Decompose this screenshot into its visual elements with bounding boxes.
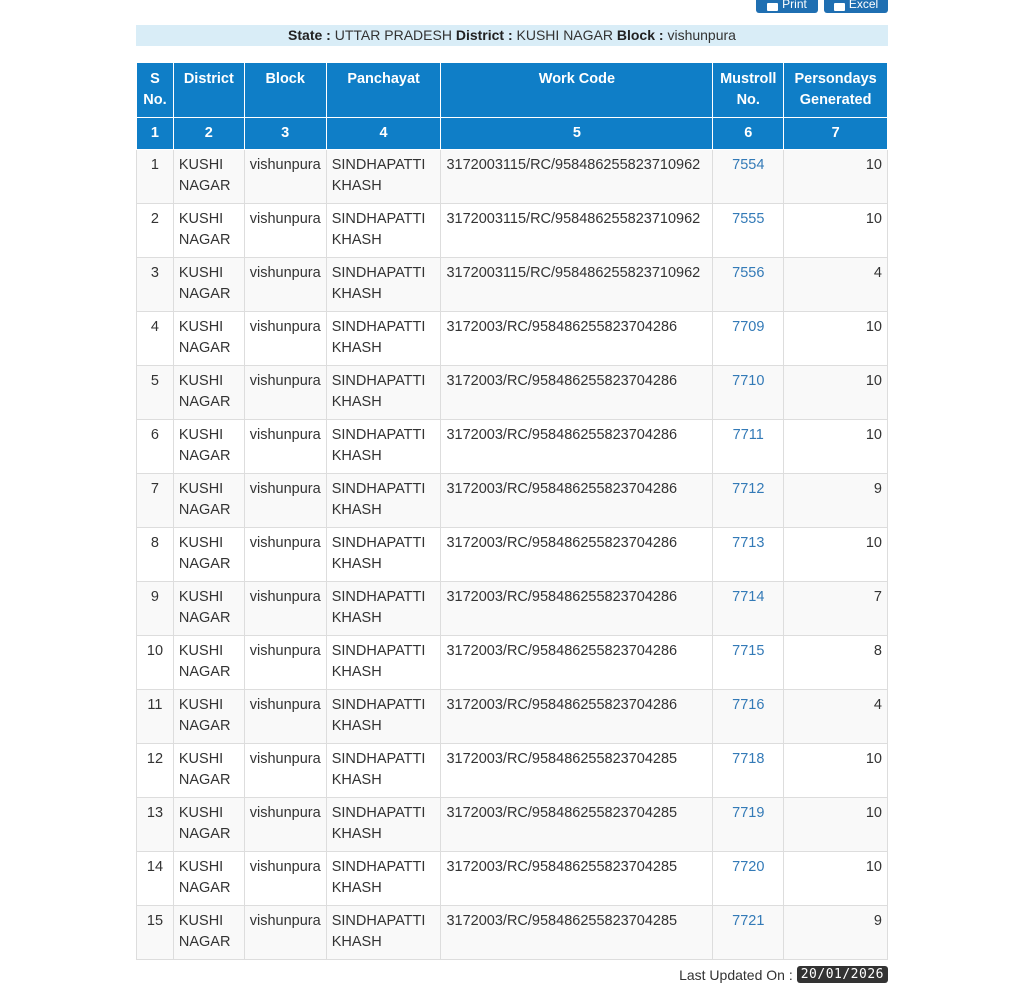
cell-work-code: 3172003/RC/958486255823704286	[441, 312, 713, 366]
cell-work-code: 3172003115/RC/958486255823710962	[441, 204, 713, 258]
cell-persondays: 10	[784, 312, 888, 366]
table-row	[137, 204, 888, 258]
cell-district: KUSHI NAGAR	[173, 852, 244, 906]
cell-persondays: 9	[784, 474, 888, 528]
cell-panchayat: SINDHAPATTI KHASH	[326, 744, 441, 798]
col-header-block: Block	[244, 63, 326, 118]
table-row	[137, 852, 888, 906]
cell-panchayat: SINDHAPATTI KHASH	[326, 204, 441, 258]
cell-panchayat: SINDHAPATTI KHASH	[326, 636, 441, 690]
district-value: KUSHI NAGAR	[516, 27, 613, 43]
cell-persondays: 9	[784, 906, 888, 960]
column-header-row	[137, 63, 888, 118]
location-header	[136, 25, 888, 46]
cell-mustroll	[713, 474, 784, 528]
mustroll-link[interactable]: 7712	[732, 481, 765, 497]
district-label: District :	[455, 27, 513, 43]
col-number: 4	[326, 118, 441, 150]
col-number: 6	[713, 118, 784, 150]
table-row	[137, 582, 888, 636]
table-row	[137, 312, 888, 366]
table-row	[137, 690, 888, 744]
cell-mustroll	[713, 744, 784, 798]
cell-work-code: 3172003/RC/958486255823704285	[441, 906, 713, 960]
mustroll-link[interactable]: 7554	[732, 157, 765, 173]
cell-sno: 6	[137, 420, 174, 474]
cell-work-code: 3172003/RC/958486255823704285	[441, 798, 713, 852]
cell-panchayat: SINDHAPATTI KHASH	[326, 420, 441, 474]
cell-sno: 4	[137, 312, 174, 366]
cell-mustroll	[713, 798, 784, 852]
cell-sno: 2	[137, 204, 174, 258]
cell-mustroll	[713, 690, 784, 744]
cell-persondays: 10	[784, 852, 888, 906]
cell-mustroll	[713, 150, 784, 204]
cell-panchayat: SINDHAPATTI KHASH	[326, 312, 441, 366]
mustroll-link[interactable]: 7713	[732, 535, 765, 551]
last-updated-date: 20/01/2026	[797, 966, 888, 983]
cell-mustroll	[713, 852, 784, 906]
cell-block: vishunpura	[244, 690, 326, 744]
col-header-persondays: Persondays Generated	[784, 63, 888, 118]
col-number: 2	[173, 118, 244, 150]
cell-sno: 11	[137, 690, 174, 744]
cell-sno: 13	[137, 798, 174, 852]
cell-sno: 14	[137, 852, 174, 906]
mustroll-link[interactable]: 7716	[732, 697, 765, 713]
cell-persondays: 10	[784, 528, 888, 582]
print-label: Print	[782, 0, 807, 11]
cell-district: KUSHI NAGAR	[173, 366, 244, 420]
cell-mustroll	[713, 420, 784, 474]
cell-persondays: 7	[784, 582, 888, 636]
col-header-district: District	[173, 63, 244, 118]
export-toolbar	[756, 0, 888, 13]
cell-district: KUSHI NAGAR	[173, 528, 244, 582]
cell-work-code: 3172003/RC/958486255823704286	[441, 690, 713, 744]
cell-persondays: 10	[784, 420, 888, 474]
cell-mustroll	[713, 258, 784, 312]
mustroll-link[interactable]: 7721	[732, 913, 765, 929]
cell-mustroll	[713, 366, 784, 420]
mustroll-link[interactable]: 7719	[732, 805, 765, 821]
last-updated-label: Last Updated On :	[679, 966, 793, 983]
column-number-row	[137, 118, 888, 150]
cell-mustroll	[713, 636, 784, 690]
cell-district: KUSHI NAGAR	[173, 690, 244, 744]
block-label: Block :	[616, 27, 664, 43]
mustroll-link[interactable]: 7715	[732, 643, 765, 659]
cell-block: vishunpura	[244, 636, 326, 690]
cell-block: vishunpura	[244, 852, 326, 906]
cell-persondays: 10	[784, 204, 888, 258]
state-label: State :	[288, 27, 331, 43]
cell-work-code: 3172003/RC/958486255823704286	[441, 528, 713, 582]
print-button[interactable]	[756, 0, 818, 13]
cell-work-code: 3172003/RC/958486255823704286	[441, 582, 713, 636]
col-number: 5	[441, 118, 713, 150]
table-row	[137, 528, 888, 582]
col-number: 1	[137, 118, 174, 150]
cell-block: vishunpura	[244, 150, 326, 204]
cell-mustroll	[713, 528, 784, 582]
cell-district: KUSHI NAGAR	[173, 636, 244, 690]
col-header-sno: S No.	[137, 63, 174, 118]
col-header-mustroll: Mustroll No.	[713, 63, 784, 118]
table-row	[137, 366, 888, 420]
cell-district: KUSHI NAGAR	[173, 582, 244, 636]
cell-sno: 3	[137, 258, 174, 312]
cell-block: vishunpura	[244, 474, 326, 528]
cell-persondays: 8	[784, 636, 888, 690]
cell-work-code: 3172003/RC/958486255823704286	[441, 420, 713, 474]
cell-work-code: 3172003/RC/958486255823704286	[441, 474, 713, 528]
cell-persondays: 4	[784, 690, 888, 744]
block-value: vishunpura	[667, 27, 736, 43]
print-icon	[767, 3, 778, 11]
table-row	[137, 906, 888, 960]
cell-block: vishunpura	[244, 798, 326, 852]
cell-block: vishunpura	[244, 528, 326, 582]
cell-panchayat: SINDHAPATTI KHASH	[326, 258, 441, 312]
last-updated	[679, 966, 888, 983]
cell-panchayat: SINDHAPATTI KHASH	[326, 852, 441, 906]
excel-button[interactable]	[824, 0, 888, 13]
cell-work-code: 3172003/RC/958486255823704285	[441, 744, 713, 798]
cell-work-code: 3172003115/RC/958486255823710962	[441, 258, 713, 312]
cell-district: KUSHI NAGAR	[173, 150, 244, 204]
table-row	[137, 798, 888, 852]
col-number: 7	[784, 118, 888, 150]
col-header-panchayat: Panchayat	[326, 63, 441, 118]
cell-sno: 15	[137, 906, 174, 960]
mustroll-link[interactable]: 7709	[732, 319, 765, 335]
cell-block: vishunpura	[244, 420, 326, 474]
cell-persondays: 10	[784, 744, 888, 798]
cell-sno: 9	[137, 582, 174, 636]
state-value: UTTAR PRADESH	[334, 27, 452, 43]
cell-district: KUSHI NAGAR	[173, 420, 244, 474]
cell-work-code: 3172003115/RC/958486255823710962	[441, 150, 713, 204]
cell-work-code: 3172003/RC/958486255823704286	[441, 366, 713, 420]
cell-district: KUSHI NAGAR	[173, 258, 244, 312]
table-row	[137, 258, 888, 312]
col-number: 3	[244, 118, 326, 150]
cell-block: vishunpura	[244, 204, 326, 258]
cell-district: KUSHI NAGAR	[173, 204, 244, 258]
mustroll-table	[136, 62, 888, 960]
mustroll-link[interactable]: 7718	[732, 751, 765, 767]
cell-sno: 1	[137, 150, 174, 204]
cell-panchayat: SINDHAPATTI KHASH	[326, 150, 441, 204]
cell-district: KUSHI NAGAR	[173, 312, 244, 366]
cell-district: KUSHI NAGAR	[173, 798, 244, 852]
table-row	[137, 150, 888, 204]
cell-panchayat: SINDHAPATTI KHASH	[326, 906, 441, 960]
cell-district: KUSHI NAGAR	[173, 474, 244, 528]
mustroll-link[interactable]: 7714	[732, 589, 765, 605]
mustroll-link[interactable]: 7720	[732, 859, 765, 875]
cell-persondays: 10	[784, 798, 888, 852]
table-row	[137, 636, 888, 690]
cell-work-code: 3172003/RC/958486255823704285	[441, 852, 713, 906]
cell-block: vishunpura	[244, 312, 326, 366]
cell-district: KUSHI NAGAR	[173, 906, 244, 960]
cell-sno: 10	[137, 636, 174, 690]
table-row	[137, 420, 888, 474]
cell-sno: 12	[137, 744, 174, 798]
cell-mustroll	[713, 312, 784, 366]
cell-mustroll	[713, 906, 784, 960]
cell-persondays: 10	[784, 150, 888, 204]
mustroll-link[interactable]: 7556	[732, 265, 765, 281]
mustroll-link[interactable]: 7711	[732, 427, 764, 443]
cell-panchayat: SINDHAPATTI KHASH	[326, 366, 441, 420]
cell-panchayat: SINDHAPATTI KHASH	[326, 528, 441, 582]
cell-work-code: 3172003/RC/958486255823704286	[441, 636, 713, 690]
cell-district: KUSHI NAGAR	[173, 744, 244, 798]
cell-panchayat: SINDHAPATTI KHASH	[326, 474, 441, 528]
cell-sno: 8	[137, 528, 174, 582]
cell-block: vishunpura	[244, 582, 326, 636]
excel-label: Excel	[848, 0, 879, 11]
cell-block: vishunpura	[244, 366, 326, 420]
cell-mustroll	[713, 582, 784, 636]
mustroll-link[interactable]: 7710	[732, 373, 765, 389]
cell-mustroll	[713, 204, 784, 258]
col-header-work-code: Work Code	[441, 63, 713, 118]
table-row	[137, 744, 888, 798]
cell-block: vishunpura	[244, 744, 326, 798]
cell-block: vishunpura	[244, 906, 326, 960]
cell-sno: 7	[137, 474, 174, 528]
cell-sno: 5	[137, 366, 174, 420]
cell-panchayat: SINDHAPATTI KHASH	[326, 798, 441, 852]
cell-block: vishunpura	[244, 258, 326, 312]
cell-persondays: 4	[784, 258, 888, 312]
cell-persondays: 10	[784, 366, 888, 420]
cell-panchayat: SINDHAPATTI KHASH	[326, 582, 441, 636]
cell-panchayat: SINDHAPATTI KHASH	[326, 690, 441, 744]
mustroll-link[interactable]: 7555	[732, 211, 765, 227]
excel-icon	[834, 3, 845, 11]
table-row	[137, 474, 888, 528]
